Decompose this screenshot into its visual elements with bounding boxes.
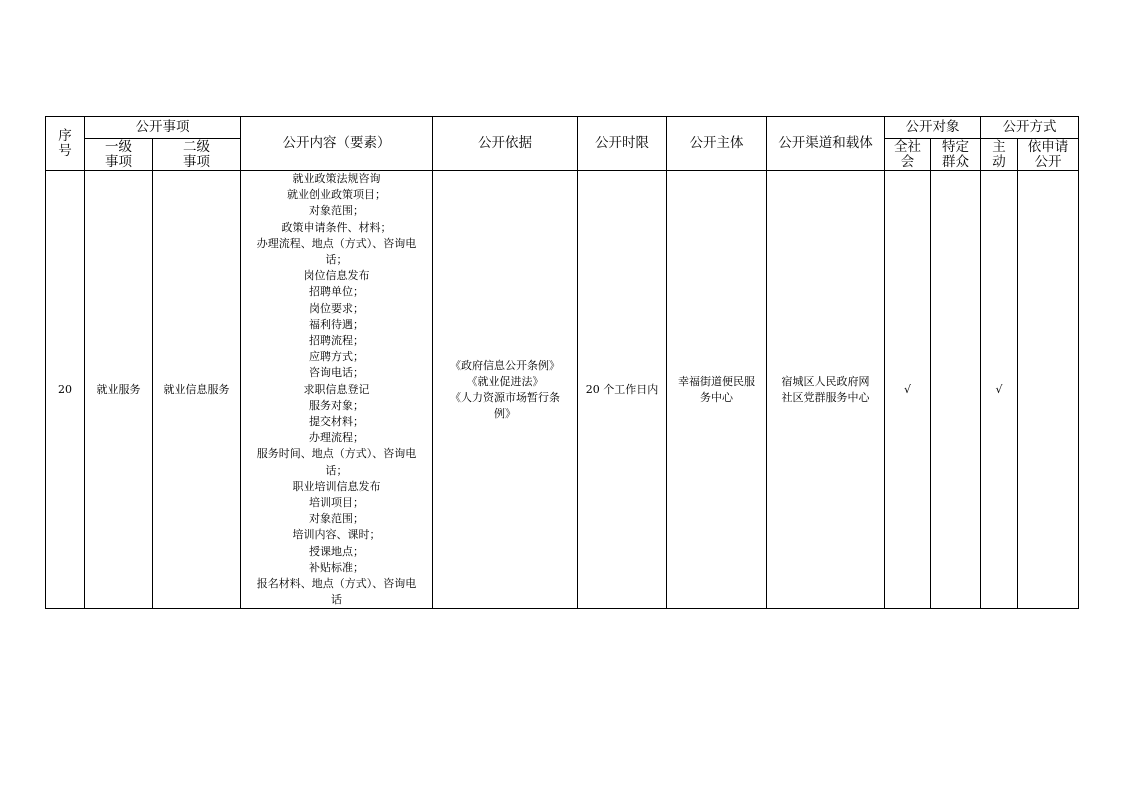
header-seq: 序 号 [46, 117, 85, 171]
content-line: 职业培训信息发布 [292, 479, 381, 493]
content-line: 服务对象； [309, 398, 364, 412]
cell-level2: 就业信息服务 [153, 171, 241, 609]
content-line: 话； [325, 253, 348, 267]
content-line: 岗位要求； [309, 301, 364, 315]
content-line: 求职信息登记 [303, 382, 370, 396]
cell-subject [667, 171, 767, 609]
content-line: 福利待遇； [309, 317, 364, 331]
header-channel: 公开渠道和载体 [767, 117, 885, 171]
content-line: 话 [331, 593, 342, 607]
basis-line: 《政府信息公开条例》 [450, 358, 560, 372]
channel-line: 宿城区人民政府网 [781, 374, 870, 388]
disclosure-table [45, 116, 1079, 609]
cell-channel [767, 171, 885, 609]
content-line: 补贴标准； [309, 560, 364, 574]
content-line: 对象范围； [309, 512, 364, 526]
content-line: 就业创业政策项目； [287, 188, 386, 202]
header-level1: 一级 事项 [85, 139, 153, 171]
cell-on-request-check [1018, 171, 1079, 609]
header-basis: 公开依据 [433, 117, 578, 171]
content-line: 报名材料、地点（方式）、咨询电 [256, 577, 417, 591]
header-society: 全社 会 [885, 139, 931, 171]
basis-line: 例》 [494, 406, 516, 420]
content-line: 办理流程； [309, 431, 364, 445]
header-level2: 二级 事项 [153, 139, 241, 171]
subject-line: 务中心 [700, 390, 733, 404]
content-line: 服务时间、地点（方式）、咨询电 [256, 447, 417, 461]
cell-basis [433, 171, 578, 609]
content-line: 话； [325, 463, 348, 477]
cell-society-check: √ [885, 171, 931, 609]
header-content: 公开内容（要素） [241, 117, 433, 171]
content-line: 培训项目； [309, 496, 364, 510]
cell-seq: 20 [46, 171, 85, 609]
cell-time-limit: 20 个工作日内 [578, 171, 667, 609]
content-line: 提交材料； [309, 415, 364, 429]
content-line: 授课地点； [309, 544, 364, 558]
header-method-group: 公开方式 [981, 117, 1079, 139]
subject-line: 幸福街道便民服 [678, 374, 755, 388]
cell-specific-check [931, 171, 981, 609]
header-row-1 [46, 117, 1079, 139]
header-time-limit: 公开时限 [578, 117, 667, 171]
content-line: 就业政策法规咨询 [292, 172, 381, 185]
content-line: 对象范围； [309, 204, 364, 218]
cell-active-check: √ [981, 171, 1018, 609]
content-line: 招聘流程； [309, 334, 364, 348]
header-specific: 特定 群众 [931, 139, 981, 171]
cell-content [241, 171, 433, 609]
content-line: 咨询电话； [309, 366, 364, 380]
header-subject: 公开主体 [667, 117, 767, 171]
content-line: 培训内容、课时； [292, 528, 381, 542]
cell-level1: 就业服务 [85, 171, 153, 609]
header-active: 主 动 [981, 139, 1018, 171]
content-line: 应聘方式； [309, 350, 364, 364]
content-line: 政策申请条件、材料； [281, 220, 392, 234]
channel-line: 社区党群服务中心 [781, 390, 870, 404]
header-on-request: 依申请 公开 [1018, 139, 1079, 171]
content-line: 办理流程、地点（方式）、咨询电 [256, 236, 417, 250]
table-row [46, 171, 1079, 609]
header-items-group: 公开事项 [85, 117, 241, 139]
content-line: 招聘单位； [309, 285, 364, 299]
header-audience-group: 公开对象 [885, 117, 981, 139]
basis-line: 《就业促进法》 [466, 374, 544, 388]
content-line: 岗位信息发布 [303, 269, 370, 283]
basis-line: 《人力资源市场暂行条 [450, 390, 560, 404]
